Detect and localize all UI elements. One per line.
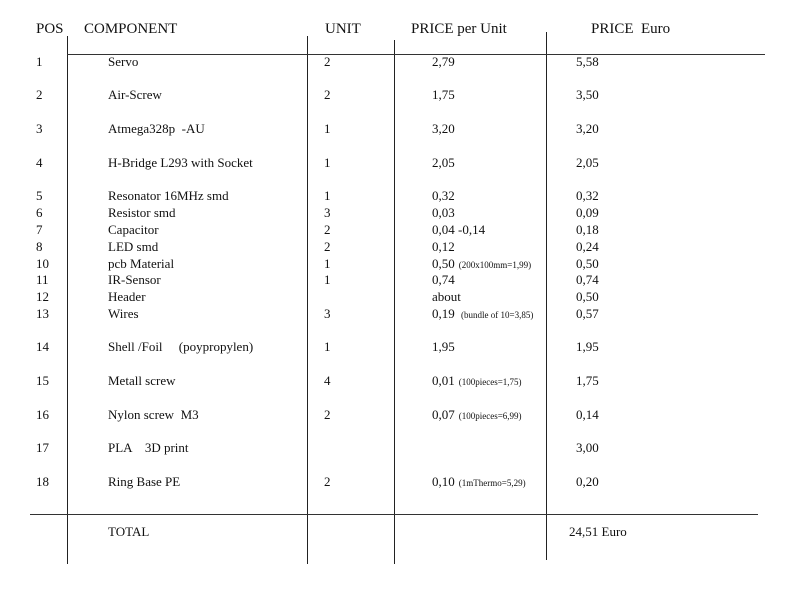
row-total: 2,05 [576, 155, 599, 170]
row-total: 3,20 [576, 121, 599, 136]
row-component: IR-Sensor [108, 272, 161, 287]
row-price-cell [432, 440, 436, 456]
total-value: 24,51 Euro [569, 524, 627, 539]
header-component: COMPONENT [84, 21, 178, 37]
row-price: 0,03 [432, 205, 455, 220]
row-component: Ring Base PE [108, 474, 181, 489]
row-pos: 18 [36, 474, 49, 489]
row-price: 0,50 [432, 256, 455, 271]
row-price-cell [432, 407, 522, 423]
row-price-cell [432, 256, 531, 272]
row-total: 0,18 [576, 222, 599, 237]
row-price: 0,74 [432, 272, 455, 287]
total-label: TOTAL [108, 524, 150, 539]
row-component: Nylon screw M3 [108, 407, 199, 422]
row-price-cell [432, 87, 459, 103]
row-price-cell [432, 306, 533, 322]
row-price: 1,75 [432, 87, 455, 102]
row-price-cell [432, 222, 489, 238]
row-component: Servo [108, 54, 139, 69]
row-pos: 8 [36, 239, 43, 254]
row-price-cell [432, 205, 459, 221]
row-unit: 4 [324, 373, 331, 388]
header-unit: UNIT [325, 21, 361, 37]
row-total: 3,50 [576, 87, 599, 102]
row-pos: 15 [36, 373, 49, 388]
row-pos: 13 [36, 306, 49, 321]
row-total: 3,00 [576, 440, 599, 455]
row-price: 2,05 [432, 155, 455, 170]
row-unit: 2 [324, 407, 331, 422]
row-total: 1,95 [576, 339, 599, 354]
row-component: Shell /Foil (poypropylen) [108, 339, 254, 354]
row-pos: 3 [36, 121, 43, 136]
row-component: Atmega328p -AU [108, 121, 205, 136]
row-component: H-Bridge L293 with Socket [108, 155, 253, 170]
row-total: 0,32 [576, 188, 599, 203]
row-pos: 6 [36, 205, 43, 220]
row-total: 0,57 [576, 306, 599, 321]
row-price-note: (bundle of 10=3,85) [458, 310, 534, 320]
row-price: 0,07 [432, 407, 455, 422]
row-component: Metall screw [108, 373, 176, 388]
row-pos: 7 [36, 222, 43, 237]
row-price-note: (1mThermo=5,29) [458, 478, 526, 488]
row-price: 0,32 [432, 188, 455, 203]
row-unit: 2 [324, 222, 331, 237]
row-unit: 1 [324, 121, 331, 136]
row-component: PLA 3D print [108, 440, 189, 455]
row-total: 0,50 [576, 256, 599, 271]
row-unit: 2 [324, 239, 331, 254]
row-component: Air-Screw [108, 87, 162, 102]
row-component: Resonator 16MHz smd [108, 188, 229, 203]
column-divider-component [307, 36, 308, 564]
row-total: 5,58 [576, 54, 599, 69]
row-unit: 1 [324, 256, 331, 271]
row-pos: 10 [36, 256, 49, 271]
row-unit: 2 [324, 87, 331, 102]
row-total: 0,24 [576, 239, 599, 254]
row-unit: 2 [324, 474, 331, 489]
row-unit: 2 [324, 54, 331, 69]
row-total: 0,50 [576, 289, 599, 304]
row-price-cell [432, 373, 522, 389]
row-component: Header [108, 289, 146, 304]
row-pos: 4 [36, 155, 43, 170]
row-price-cell [432, 474, 526, 490]
row-price: 2,79 [432, 54, 455, 69]
row-price-cell [432, 155, 459, 171]
row-price-note: (200x100mm=1,99) [458, 260, 532, 270]
row-total: 0,20 [576, 474, 599, 489]
row-unit: 1 [324, 188, 331, 203]
row-unit: 1 [324, 339, 331, 354]
row-price-cell [432, 188, 459, 204]
row-unit: 3 [324, 205, 331, 220]
row-pos: 1 [36, 54, 43, 69]
total-rule [30, 514, 758, 515]
row-component: pcb Material [108, 256, 175, 271]
header-pos: POS [36, 21, 64, 37]
row-total: 0,09 [576, 205, 599, 220]
row-component: LED smd [108, 239, 159, 254]
header-rule [67, 54, 765, 55]
row-price-cell [432, 272, 459, 288]
row-price: 0,01 [432, 373, 455, 388]
row-component: Resistor smd [108, 205, 176, 220]
row-price-cell [432, 289, 465, 305]
row-price: 0,10 [432, 474, 455, 489]
row-pos: 5 [36, 188, 43, 203]
row-price-note: (100pieces=1,75) [458, 377, 522, 387]
row-price: 3,20 [432, 121, 455, 136]
row-price: 0,04 -0,14 [432, 222, 486, 237]
header-price-per-unit: PRICE per Unit [411, 21, 507, 37]
row-component: Wires [108, 306, 139, 321]
row-total: 1,75 [576, 373, 599, 388]
row-pos: 17 [36, 440, 49, 455]
row-price: about [432, 289, 461, 304]
row-total: 0,14 [576, 407, 599, 422]
row-total: 0,74 [576, 272, 599, 287]
row-price-cell [432, 339, 459, 355]
header-price-euro: PRICE Euro [591, 21, 671, 37]
column-divider-price [546, 32, 547, 560]
row-pos: 12 [36, 289, 49, 304]
row-price: 0,12 [432, 239, 455, 254]
column-divider-pos [67, 36, 68, 564]
row-price-cell [432, 239, 459, 255]
row-component: Capacitor [108, 222, 159, 237]
row-unit: 1 [324, 155, 331, 170]
row-price-note: (100pieces=6,99) [458, 411, 522, 421]
row-pos: 2 [36, 87, 43, 102]
row-price: 1,95 [432, 339, 455, 354]
row-unit: 1 [324, 272, 331, 287]
row-pos: 11 [36, 272, 49, 287]
column-divider-unit [394, 40, 395, 564]
row-price: 0,19 [432, 306, 455, 321]
row-unit: 3 [324, 306, 331, 321]
row-pos: 16 [36, 407, 49, 422]
row-price-cell [432, 54, 459, 70]
row-pos: 14 [36, 339, 49, 354]
row-price-cell [432, 121, 459, 137]
